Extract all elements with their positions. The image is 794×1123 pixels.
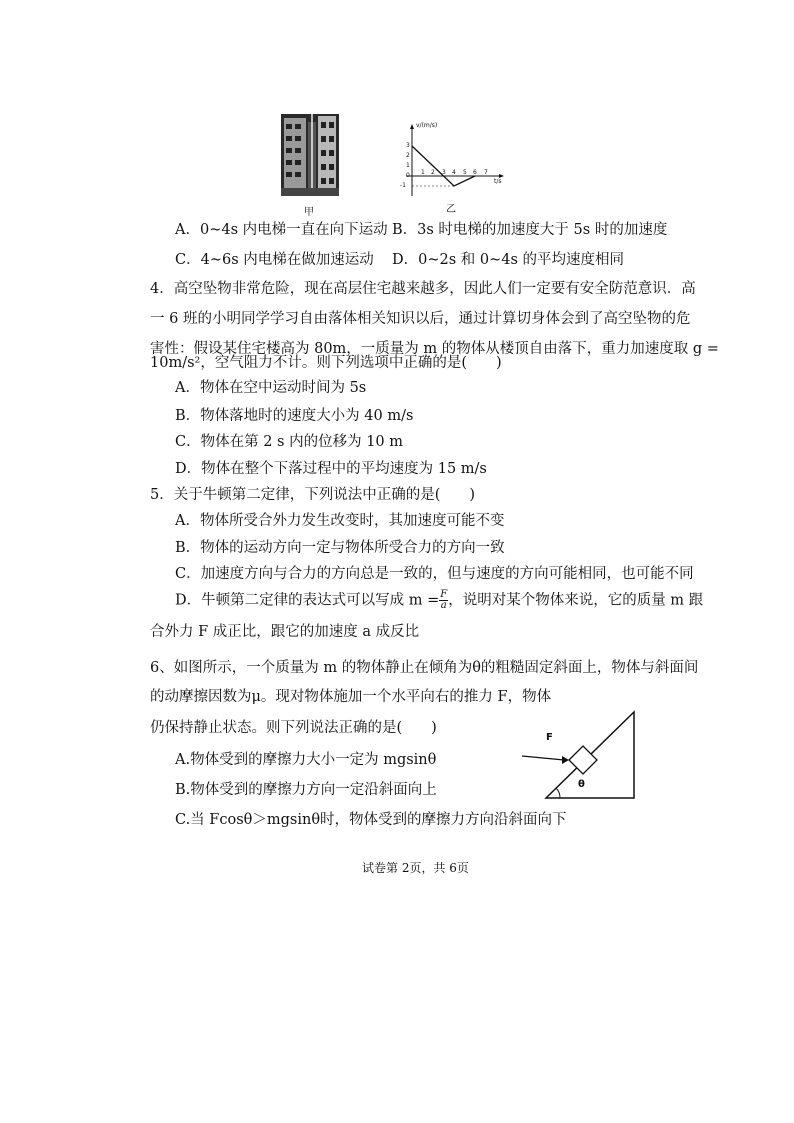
vt-y-tick-0: 0 — [406, 172, 410, 179]
q4-stem-line1: 4．高空坠物非常危险，现在高层住宅越来越多，因此人们一定要有安全防范意识．高 — [150, 281, 696, 297]
vt-x-tick-1: 1 — [421, 169, 425, 176]
q6-stem-line1: 6、如图所示，一个质量为 m 的物体静止在倾角为θ的粗糙固定斜面上，物体与斜面间 — [150, 660, 699, 676]
vt-x-tick-5: 5 — [463, 169, 467, 176]
q4-stem-line3: 害性：假设某住宅楼高为 80m，一质量为 m 的物体从楼顶自由落下，重力加速度取 g = — [150, 341, 719, 357]
q6-option-c: C.当 Fcosθ＞mgsinθ时，物体受到的摩擦力方向沿斜面向下 — [175, 812, 567, 828]
force-label-f: F — [546, 732, 553, 743]
figure-label-jia: 甲 — [304, 207, 314, 218]
q3-option-b: B．3s 时电梯的加速度大于 5s 时的加速度 — [392, 222, 668, 238]
q3-option-d: D．0~2s 和 0~4s 的平均速度相同 — [392, 252, 625, 268]
vt-x-tick-7: 7 — [484, 169, 488, 176]
q5-option-d — [175, 590, 703, 611]
q4-option-c: C．物体在第 2 s 内的位移为 10 m — [175, 434, 404, 450]
q5-option-b: B．物体的运动方向一定与物体所受合力的方向一致 — [175, 540, 505, 556]
angle-label-theta: θ — [578, 779, 585, 790]
figure-label-yi: 乙 — [446, 204, 456, 215]
vt-y-tick-1: 1 — [406, 162, 410, 169]
q6-option-a: A.物体受到的摩擦力大小一定为 mgsinθ — [175, 752, 437, 768]
q3-option-c: C．4~6s 内电梯在做加速运动 — [175, 252, 374, 268]
q4-stem-line4: 10m/s²，空气阻力不计。则下列选项中正确的是( ) — [150, 355, 502, 371]
q6-stem-line3: 仍保持静止状态。则下列说法正确的是( ) — [150, 720, 437, 736]
q5-option-a: A．物体所受合外力发生改变时，其加速度可能不变 — [175, 513, 505, 529]
vt-x-tick-4: 4 — [452, 169, 456, 176]
vt-x-axis-label: t/s — [494, 178, 502, 185]
vt-x-tick-3: 3 — [442, 169, 446, 176]
q6-option-b: B.物体受到的摩擦力方向一定沿斜面向上 — [175, 782, 437, 798]
vt-graph — [398, 122, 508, 200]
q5-option-c: C．加速度方向与合力的方向总是一致的，但与速度的方向可能相同，也可能不同 — [175, 566, 694, 582]
vt-y-tick-neg1: -1 — [400, 182, 406, 189]
q4-option-b: B．物体落地时的速度大小为 40 m/s — [175, 408, 414, 424]
q6-stem-line2: 的动摩擦因数为μ。现对物体施加一个水平向右的推力 F，物体 — [150, 689, 552, 705]
q5-option-d-line2: 合外力 F 成正比，跟它的加速度 a 成反比 — [150, 624, 420, 640]
vt-y-tick-2: 2 — [406, 152, 410, 159]
q5-option-d-pre: D．牛顿第二定律的表达式可以写成 m = — [175, 592, 440, 609]
vt-x-tick-2: 2 — [431, 169, 435, 176]
q4-stem-line2: 一 6 班的小明同学学习自由落体相关知识以后，通过计算切身体会到了高空坠物的危 — [150, 311, 691, 327]
vt-y-tick-3: 3 — [406, 142, 410, 149]
q4-option-d: D．物体在整个下落过程中的平均速度为 15 m/s — [175, 461, 487, 477]
fraction-numerator: F — [440, 589, 448, 600]
building-photo — [281, 114, 339, 196]
fraction-denominator: a — [440, 600, 447, 611]
q4-option-a: A．物体在空中运动时间为 5s — [175, 380, 367, 396]
incline-diagram — [520, 708, 650, 804]
vt-y-axis-label: v/(m/s) — [416, 122, 438, 129]
q3-option-a: A．0~4s 内电梯一直在向下运动 — [175, 222, 388, 238]
q5-stem: 5．关于牛顿第二定律，下列说法中正确的是( ) — [150, 487, 476, 503]
page-footer: 试卷第 2页，共 6页 — [362, 861, 469, 875]
q5-option-d-post: ，说明对某个物体来说，它的质量 m 跟 — [448, 592, 704, 609]
vt-x-tick-6: 6 — [473, 169, 477, 176]
formula-fraction — [439, 590, 448, 611]
